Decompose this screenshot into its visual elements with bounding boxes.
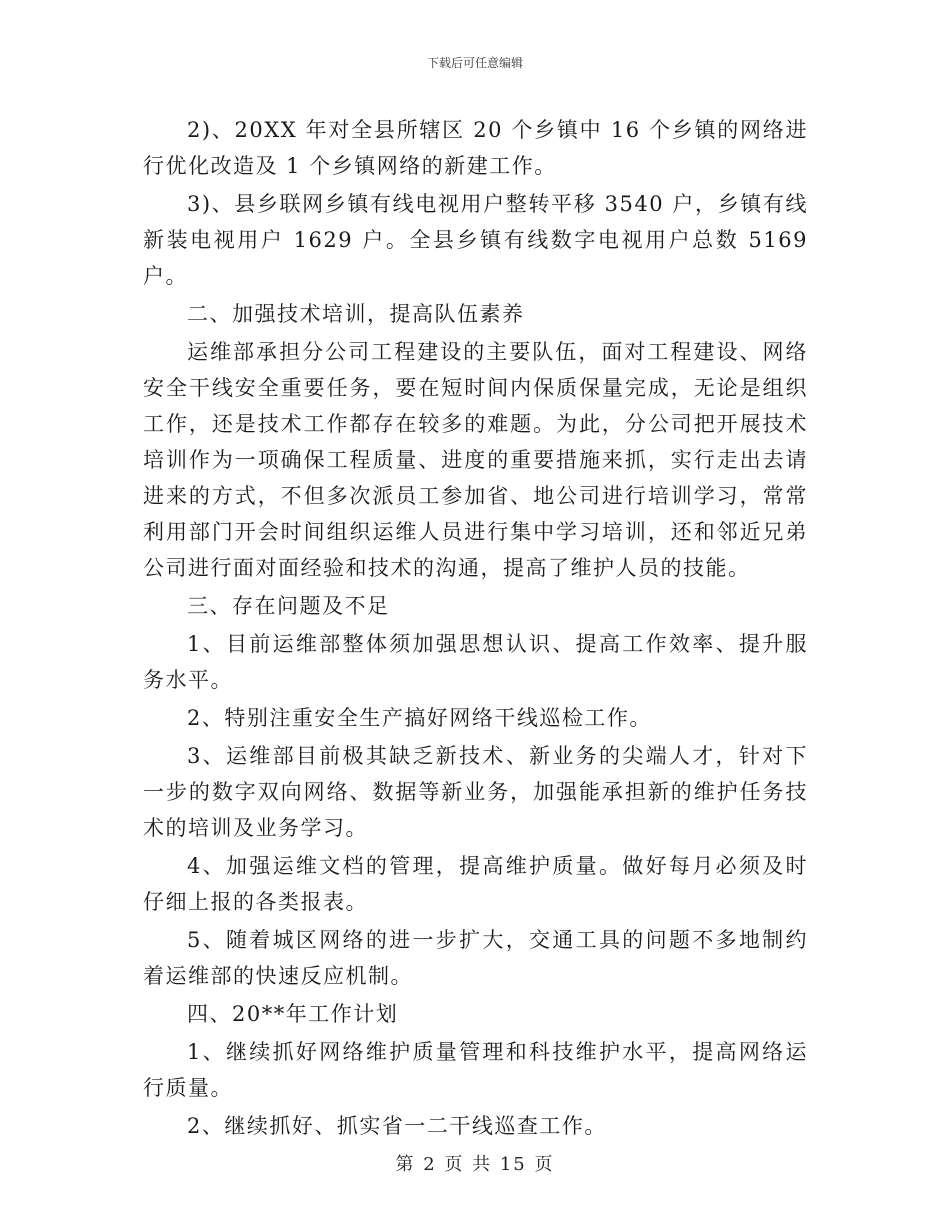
plan-item-1: 1、继续抓好网络维护质量管理和科技维护水平，提高网络运行质量。	[143, 1040, 808, 1100]
issue-item-5: 5、随着城区网络的进一步扩大，交通工具的问题不多地制约着运维部的快速反应机制。	[143, 928, 808, 988]
page-number-footer: 第 2 页 共 15 页	[395, 1154, 555, 1175]
paragraph-training: 运维部承担分公司工程建设的主要队伍，面对工程建设、网络安全干线安全重要任务，要在短时间内保质保量完成，无论是组织工作，还是技术工作都存在较多的难题。为此，分公司把开展技术培训作为一项确保工程质量、进度的重要措施来抓，实行走出去请进来的方式，不但多次派员工参加省、地公司进行培训学习，常常利用部门开会时间组织运维人员进行集中学习培训，还和邻近兄弟公司进行面对面经验和技术的沟通，提高了维护人员的技能。	[143, 340, 808, 580]
issue-item-3: 3、运维部目前极其缺乏新技术、新业务的尖端人才，针对下一步的数字双向网络、数据等新业务，加强能承担新的维护任务技术的培训及业务学习。	[143, 744, 808, 840]
plan-item-2: 2、继续抓好、抓实省一二干线巡查工作。	[187, 1114, 607, 1138]
issue-item-1: 1、目前运维部整体须加强思想认识、提高工作效率、提升服务水平。	[143, 632, 808, 692]
section-heading-plan: 四、20**年工作计划	[187, 1002, 399, 1026]
section-heading-training: 二、加强技术培训，提高队伍素养	[187, 302, 525, 326]
paragraph-item-3: 3)、县乡联网乡镇有线电视用户整转平移 3540 户，乡镇有线新装电视用户 1629 户。全县乡镇有线数字电视用户总数 5169 户。	[143, 192, 808, 288]
issue-item-2: 2、特别注重安全生产搞好网络干线巡检工作。	[187, 706, 652, 730]
section-heading-issues: 三、存在问题及不足	[187, 594, 390, 618]
document-body	[143, 112, 808, 1144]
issue-item-4: 4、加强运维文档的管理，提高维护质量。做好每月必须及时仔细上报的各类报表。	[143, 854, 808, 914]
page-header-note: 下载后可任意编辑	[426, 56, 523, 70]
paragraph-item-2: 2)、20XX 年对全县所辖区 20 个乡镇中 16 个乡镇的网络进行优化改造及 1 个乡镇网络的新建工作。	[143, 118, 808, 178]
